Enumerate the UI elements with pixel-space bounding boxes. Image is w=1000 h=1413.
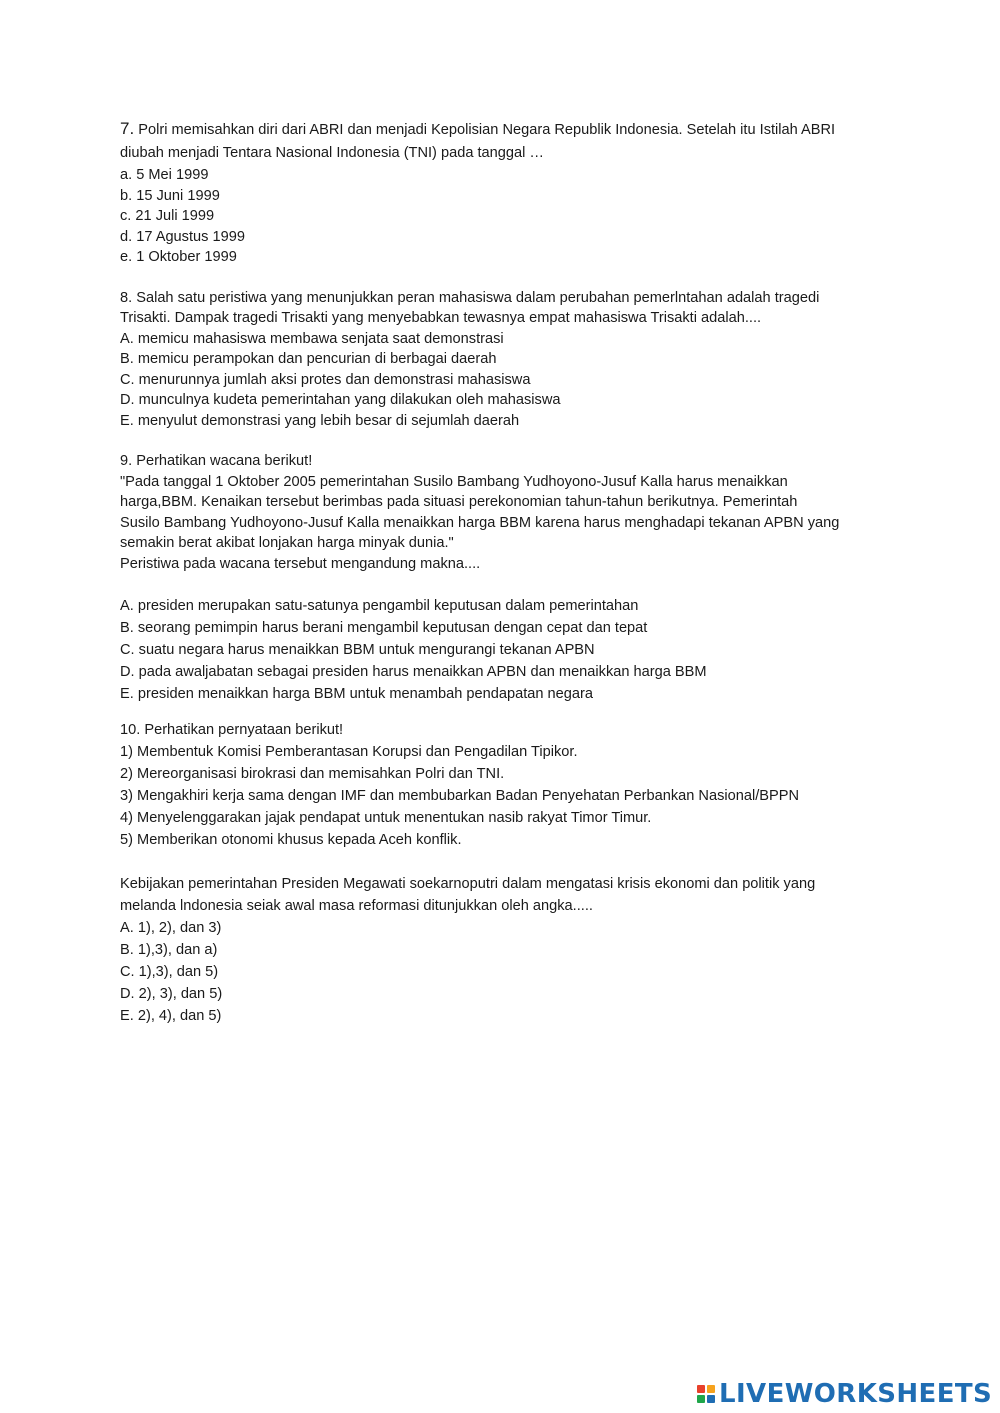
- question-9-option-a[interactable]: A. presiden merupakan satu-satunya pengambil keputusan dalam pemerintahan: [120, 598, 639, 614]
- question-9-option-c[interactable]: C. suatu negara harus menaikkan BBM untuk mengurangi tekanan APBN: [120, 642, 595, 658]
- question-7-option-a[interactable]: a. 5 Mei 1999: [120, 167, 209, 183]
- logo-square-i: [707, 1385, 715, 1393]
- question-7-option-c[interactable]: c. 21 Juli 1999: [120, 208, 215, 224]
- question-7-option-d[interactable]: d. 17 Agustus 1999: [120, 228, 245, 245]
- question-10-statement-5: 5) Memberikan otonomi khusus kepada Aceh konflik.: [120, 832, 462, 848]
- question-8-option-a[interactable]: A. memicu mahasiswa membawa senjata saat demonstrasi: [120, 330, 504, 347]
- question-7-number: 7.: [120, 119, 135, 138]
- question-8: [120, 288, 890, 432]
- question-10-intro: 10. Perhatikan pernyataan berikut!: [120, 722, 344, 738]
- question-9-passage-line-1: "Pada tanggal 1 Oktober 2005 pemerintahan Susilo Bambang Yudhoyono-Jusuf Kalla harus menaikkan: [120, 473, 788, 490]
- question-7-option-b[interactable]: b. 15 Juni 1999: [120, 187, 220, 204]
- question-9-option-d[interactable]: D. pada awaljabatan sebagai presiden harus menaikkan APBN dan menaikkan harga BBM: [120, 664, 707, 680]
- question-7-stem-line-1: [120, 118, 890, 141]
- logo-square-v: [697, 1395, 705, 1403]
- question-8-stem-line-2: Trisakti. Dampak tragedi Trisakti yang menyebabkan tewasnya empat mahasiswa Trisakti adalah....: [120, 310, 762, 326]
- question-10-statement-2: 2) Mereorganisasi birokrasi dan memisahkan Polri dan TNI.: [120, 766, 505, 782]
- question-9: [120, 451, 890, 705]
- question-10-option-e[interactable]: E. 2), 4), dan 5): [120, 1008, 222, 1024]
- logo-square-e: [707, 1395, 715, 1403]
- question-10-stem-line-2: melanda lndonesia seiak awal masa reformasi ditunjukkan oleh angka.....: [120, 898, 593, 914]
- question-10: [120, 719, 890, 1027]
- question-8-option-d[interactable]: D. munculnya kudeta pemerintahan yang dilakukan oleh mahasiswa: [120, 392, 561, 408]
- question-9-intro: 9. Perhatikan wacana berikut!: [120, 453, 313, 469]
- question-9-option-e[interactable]: E. presiden menaikkan harga BBM untuk menambah pendapatan negara: [120, 686, 593, 702]
- worksheet-page: [120, 118, 890, 1027]
- question-7: [120, 118, 890, 268]
- question-7-option-e[interactable]: e. 1 Oktober 1999: [120, 249, 237, 265]
- question-9-question: Peristiwa pada wacana tersebut mengandung makna....: [120, 555, 481, 572]
- question-9-passage-line-2: harga,BBM. Kenaikan tersebut berimbas pada situasi perekonomian tahun-tahun berikutnya. Pemerintah: [120, 494, 798, 510]
- liveworksheets-logo-icon: [697, 1385, 715, 1403]
- liveworksheets-logo[interactable]: [697, 1377, 992, 1411]
- question-10-statement-3: 3) Mengakhiri kerja sama dengan IMF dan membubarkan Badan Penyehatan Perbankan Nasional/BPPN: [120, 788, 800, 804]
- question-8-stem-line-1: 8. Salah satu peristiwa yang menunjukkan peran mahasiswa dalam perubahan pemerlntahan adalah tragedi: [120, 289, 820, 306]
- question-8-option-b[interactable]: B. memicu perampokan dan pencurian di berbagai daerah: [120, 351, 497, 367]
- question-10-statement-4: 4) Menyelenggarakan jajak pendapat untuk menentukan nasib rakyat Timor Timur.: [120, 810, 652, 826]
- question-7-stem-text: Polri memisahkan diri dari ABRI dan menjadi Kepolisian Negara Republik Indonesia. Setelah itu Istilah ABRI: [138, 122, 836, 138]
- question-8-option-e[interactable]: E. menyulut demonstrasi yang lebih besar di sejumlah daerah: [120, 412, 520, 429]
- question-7-stem-line-2: diubah menjadi Tentara Nasional Indonesia (TNI) pada tanggal …: [120, 145, 545, 161]
- question-9-option-b[interactable]: B. seorang pemimpin harus berani mengambil keputusan dengan cepat dan tepat: [120, 620, 648, 636]
- question-10-option-a[interactable]: A. 1), 2), dan 3): [120, 920, 222, 936]
- liveworksheets-logo-text: LIVEWORKSHEETS: [719, 1379, 993, 1409]
- question-10-option-d[interactable]: D. 2), 3), dan 5): [120, 986, 223, 1002]
- question-10-stem-line-1: Kebijakan pemerintahan Presiden Megawati soekarnoputri dalam mengatasi krisis ekonomi dan politik yang: [120, 876, 816, 892]
- question-8-option-c[interactable]: C. menurunnya jumlah aksi protes dan demonstrasi mahasiswa: [120, 371, 531, 388]
- question-9-passage-line-3: Susilo Bambang Yudhoyono-Jusuf Kalla menaikkan harga BBM karena harus menghadapi tekanan APBN yang: [120, 514, 840, 531]
- question-10-option-b[interactable]: B. 1),3), dan a): [120, 942, 218, 958]
- logo-square-l: [697, 1385, 705, 1393]
- question-10-option-c[interactable]: C. 1),3), dan 5): [120, 964, 219, 980]
- question-10-statement-1: 1) Membentuk Komisi Pemberantasan Korupsi dan Pengadilan Tipikor.: [120, 744, 578, 760]
- question-9-passage-line-4: semakin berat akibat lonjakan harga minyak dunia.": [120, 535, 454, 551]
